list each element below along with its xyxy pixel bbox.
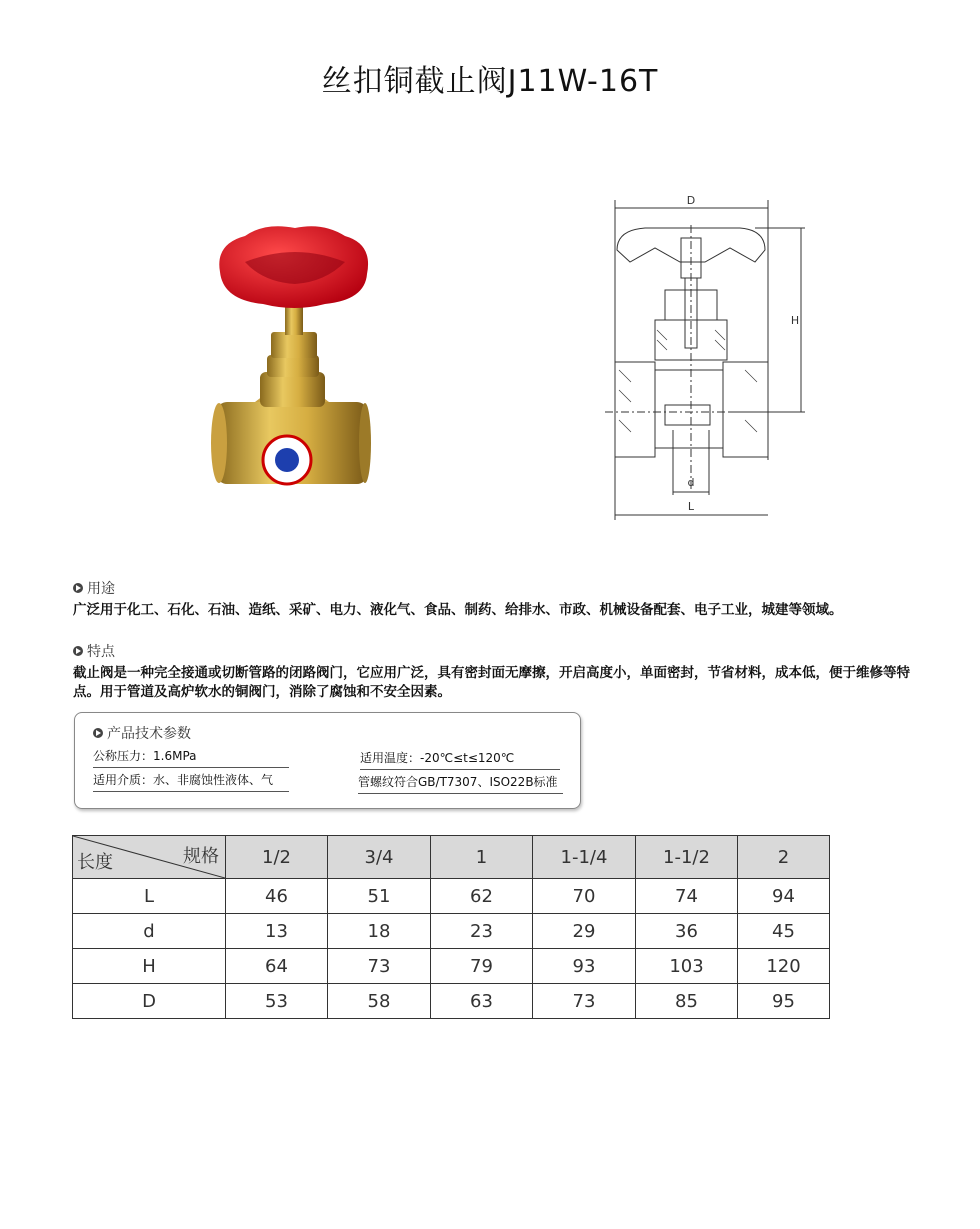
table-cell: 46 xyxy=(226,879,328,914)
table-cell: 45 xyxy=(738,914,830,949)
spec-heading-text: 产品技术参数 xyxy=(107,726,191,742)
table-cell: 64 xyxy=(226,949,328,984)
row-label: L xyxy=(73,879,226,914)
table-cell: 53 xyxy=(226,984,328,1019)
features-text: 截止阀是一种完全接通或切断管路的闭路阀门，它应用广泛，具有密封面无摩擦，开启高度小，单面密封，节省材料，成本低，便于维修等特点。用于管道及高炉软水的铜阀门，消除了腐蚀和不安全因素。 xyxy=(73,665,910,700)
table-cell: 94 xyxy=(738,879,830,914)
size-header: 1-1/4 xyxy=(533,836,636,879)
spec-pressure: 公称压力：1.6MPa xyxy=(93,747,289,768)
dim-label-D: D xyxy=(686,194,696,207)
table-cell: 63 xyxy=(431,984,533,1019)
table-cell: 95 xyxy=(738,984,830,1019)
page-title: 丝扣铜截止阀J11W-16T xyxy=(321,64,659,99)
table-row xyxy=(73,949,830,984)
table-row xyxy=(73,879,830,914)
table-row xyxy=(73,914,830,949)
dim-label-d: d xyxy=(687,476,695,489)
usage-heading-text: 用途 xyxy=(87,581,115,597)
table-cell: 18 xyxy=(328,914,431,949)
play-icon xyxy=(73,583,83,593)
spec-temperature: 适用温度：-20℃≤t≤120℃ xyxy=(360,749,560,770)
usage-text: 广泛用于化工、石化、石油、造纸、采矿、电力、液化气、食品、制药、给排水、市政、机械设备配套、电子工业，城建等领域。 xyxy=(73,602,843,618)
valve-section-drawing xyxy=(605,190,820,525)
table-cell: 29 xyxy=(533,914,636,949)
dim-label-H: H xyxy=(790,314,800,327)
table-cell: 36 xyxy=(636,914,738,949)
table-cell: 51 xyxy=(328,879,431,914)
corner-label-length: 长度 xyxy=(77,852,113,873)
table-cell: 103 xyxy=(636,949,738,984)
features-heading xyxy=(73,641,115,661)
table-cell: 58 xyxy=(328,984,431,1019)
size-header: 1/2 xyxy=(226,836,328,879)
row-label: d xyxy=(73,914,226,949)
table-cell: 73 xyxy=(328,949,431,984)
table-cell: 93 xyxy=(533,949,636,984)
size-header: 1-1/2 xyxy=(636,836,738,879)
table-cell: 120 xyxy=(738,949,830,984)
spec-thread: 管螺纹符合GB/T7307、ISO22B标准 xyxy=(358,773,563,794)
row-label: H xyxy=(73,949,226,984)
play-icon xyxy=(93,728,103,738)
spec-medium: 适用介质：水、非腐蚀性液体、气 xyxy=(93,771,289,792)
valve-photo xyxy=(205,222,385,492)
row-label: D xyxy=(73,984,226,1019)
spec-heading xyxy=(93,723,191,743)
dim-label-L: L xyxy=(687,500,695,513)
table-corner-cell xyxy=(73,836,226,879)
table-cell: 85 xyxy=(636,984,738,1019)
play-icon xyxy=(73,646,83,656)
table-header-row xyxy=(73,836,830,879)
size-header: 1 xyxy=(431,836,533,879)
usage-heading xyxy=(73,578,115,598)
spec-box xyxy=(74,712,581,809)
table-cell: 70 xyxy=(533,879,636,914)
table-cell: 23 xyxy=(431,914,533,949)
table-cell: 13 xyxy=(226,914,328,949)
table-cell: 79 xyxy=(431,949,533,984)
features-heading-text: 特点 xyxy=(87,644,115,660)
dimension-table xyxy=(72,835,830,1019)
table-cell: 74 xyxy=(636,879,738,914)
corner-label-size: 规格 xyxy=(183,846,219,867)
table-cell: 62 xyxy=(431,879,533,914)
size-header: 3/4 xyxy=(328,836,431,879)
size-header: 2 xyxy=(738,836,830,879)
table-cell: 73 xyxy=(533,984,636,1019)
table-row xyxy=(73,984,830,1019)
